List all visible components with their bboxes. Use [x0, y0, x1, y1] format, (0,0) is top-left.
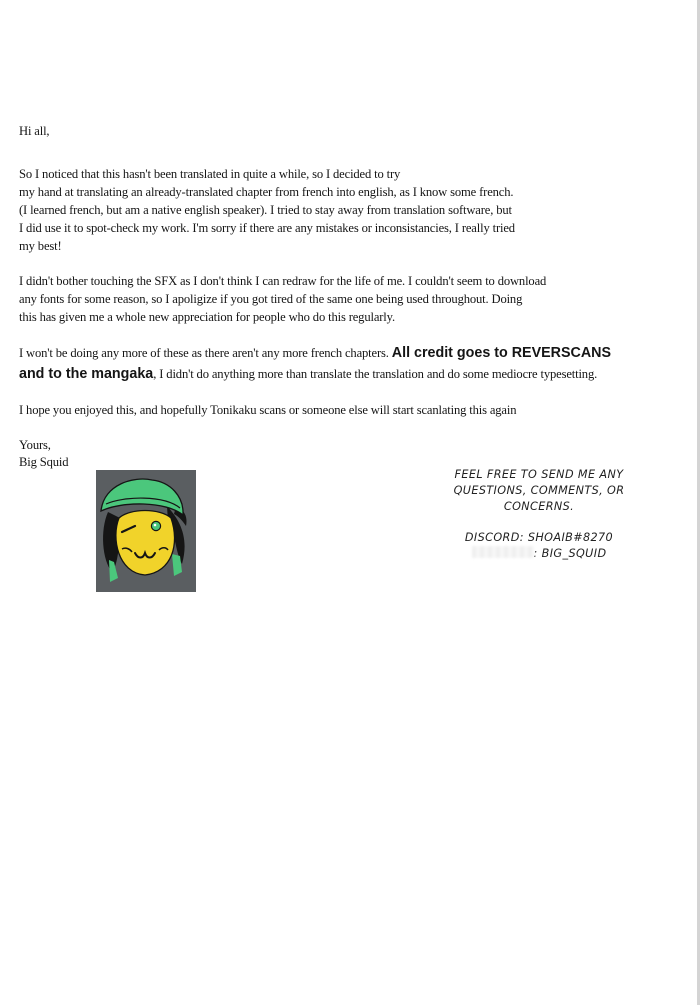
- closing: Yours,: [19, 438, 51, 452]
- contact-note-line-3: CONCERNS.: [503, 500, 575, 513]
- drawn-avatar-icon: [96, 470, 196, 592]
- paragraph-1-line-3: (I learned french, but am a native english speaker). I tried to stay away from translation software, but: [19, 203, 512, 217]
- discord-contact: DISCORD: SHOAIB#8270: [464, 531, 614, 544]
- handle-contact: [440, 546, 638, 562]
- paragraph-1-line-1: So I noticed that this hasn't been translated in quite a while, so I decided to try: [19, 167, 401, 181]
- paragraph-3-line-1: [19, 345, 611, 362]
- contact-note-line-1: FEEL FREE TO SEND ME ANY: [454, 468, 624, 481]
- paragraph-2-line-1: I didn't bother touching the SFX as I don't think I can redraw for the life of me. I couldn't seem to download: [19, 274, 547, 288]
- paragraph-3-text: I won't be doing any more of these as there aren't any more french chapters.: [19, 346, 389, 360]
- credit-text-1: All credit goes to REVERSCANS: [391, 345, 612, 361]
- greeting: Hi all,: [19, 124, 50, 138]
- paragraph-1-line-5: my best!: [19, 239, 62, 253]
- paragraph-1-line-2: my hand at translating an already-translated chapter from french into english, as I know some french.: [19, 185, 514, 199]
- paragraph-3-end: , I didn't do anything more than translate the translation and do some mediocre typesetting.: [153, 367, 598, 381]
- paragraph-3-line-2: [19, 366, 597, 383]
- handle-text: : BIG_SQUID: [533, 547, 607, 560]
- signature: Big Squid: [19, 455, 69, 469]
- paragraph-1-line-4: I did use it to spot-check my work. I'm sorry if there are any mistakes or inconsistancies, I really tried: [19, 221, 515, 235]
- credit-text-2: and to the mangaka: [19, 366, 154, 382]
- paragraph-2-line-2: any fonts for some reason, so I apoligize if you got tired of the same one being used throughout. Doing: [19, 292, 523, 306]
- paragraph-4: I hope you enjoyed this, and hopefully Tonikaku scans or someone else will start scanlating this again: [19, 403, 517, 417]
- paragraph-2-line-3: this has given me a whole new appreciation for people who do this regularly.: [19, 310, 395, 324]
- redacted-block: [472, 546, 534, 558]
- contact-note-line-2: QUESTIONS, COMMENTS, OR: [453, 484, 625, 497]
